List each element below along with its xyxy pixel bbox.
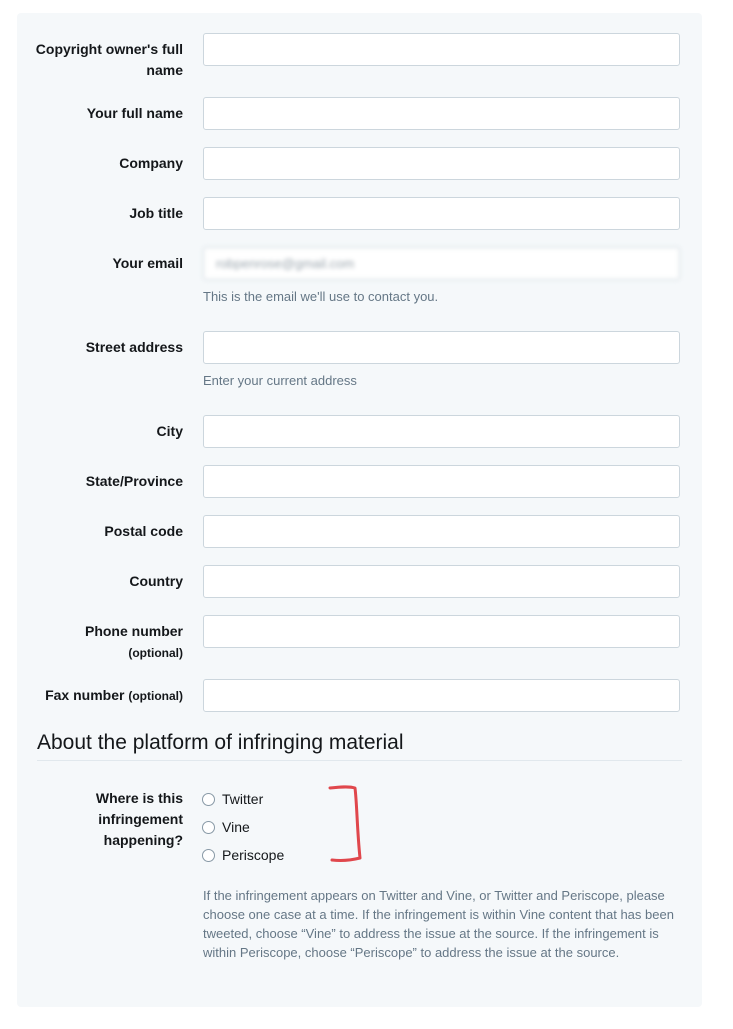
postal-code-input[interactable] xyxy=(203,515,680,548)
radio-periscope[interactable] xyxy=(202,845,284,865)
company-input[interactable] xyxy=(203,147,680,180)
email-input[interactable]: robpenrose@gmail.com xyxy=(203,247,680,280)
full-name-label: Your full name xyxy=(86,105,183,121)
email-label: Your email xyxy=(112,255,183,271)
job-title-input[interactable] xyxy=(203,197,680,230)
fax-number-optional-label: (optional) xyxy=(128,689,183,703)
platform-section-title: About the platform of infringing material xyxy=(37,731,682,761)
radio-twitter[interactable] xyxy=(202,789,263,809)
fax-number-input[interactable] xyxy=(203,679,680,712)
street-address-input[interactable] xyxy=(203,331,680,364)
copyright-owner-label-line2: name xyxy=(146,62,183,78)
platform-question-line3: happening? xyxy=(103,832,183,848)
copyright-owner-label xyxy=(23,39,183,81)
radio-twitter-circle[interactable] xyxy=(202,793,215,806)
state-province-input[interactable] xyxy=(203,465,680,498)
platform-question-label xyxy=(23,788,183,851)
country-input[interactable] xyxy=(203,565,680,598)
phone-number-label-text: Phone number xyxy=(84,623,183,639)
phone-number-input[interactable] xyxy=(203,615,680,648)
postal-code-label: Postal code xyxy=(104,523,183,539)
red-bracket-annotation xyxy=(327,784,367,864)
radio-vine-circle[interactable] xyxy=(202,821,215,834)
copyright-owner-input[interactable] xyxy=(203,33,680,66)
full-name-input[interactable] xyxy=(203,97,680,130)
company-label: Company xyxy=(119,155,183,171)
form-panel xyxy=(17,13,702,1007)
fax-number-label-text: Fax number xyxy=(45,687,125,703)
street-address-label: Street address xyxy=(85,339,183,355)
radio-vine-label[interactable]: Vine xyxy=(222,819,250,835)
email-help-text: This is the email we'll use to contact you. xyxy=(203,289,439,304)
phone-number-optional-label: (optional) xyxy=(128,646,183,660)
job-title-label: Job title xyxy=(129,205,183,221)
radio-periscope-circle[interactable] xyxy=(202,849,215,862)
city-input[interactable] xyxy=(203,415,680,448)
radio-twitter-label[interactable]: Twitter xyxy=(222,791,264,807)
platform-question-line1: Where is this xyxy=(95,790,183,806)
state-province-label: State/Province xyxy=(85,473,183,489)
phone-number-label xyxy=(23,621,183,664)
copyright-owner-label-line1: Copyright owner's full xyxy=(35,41,183,57)
country-label: Country xyxy=(129,573,183,589)
street-address-help-text: Enter your current address xyxy=(203,373,357,388)
city-label: City xyxy=(156,423,183,439)
platform-note-text: If the infringement appears on Twitter and Vine, or Twitter and Periscope, please choose one case at a time. If the infringement is within Vine content that has been tweeted, choose “Vine” to address the issue at the source. If the infringement is within Periscope, choose “Periscope” to address the issue at the source. xyxy=(203,888,674,960)
radio-vine[interactable] xyxy=(202,817,250,837)
platform-question-line2: infringement xyxy=(98,811,183,827)
radio-periscope-label[interactable]: Periscope xyxy=(222,847,285,863)
fax-number-label xyxy=(8,685,183,707)
